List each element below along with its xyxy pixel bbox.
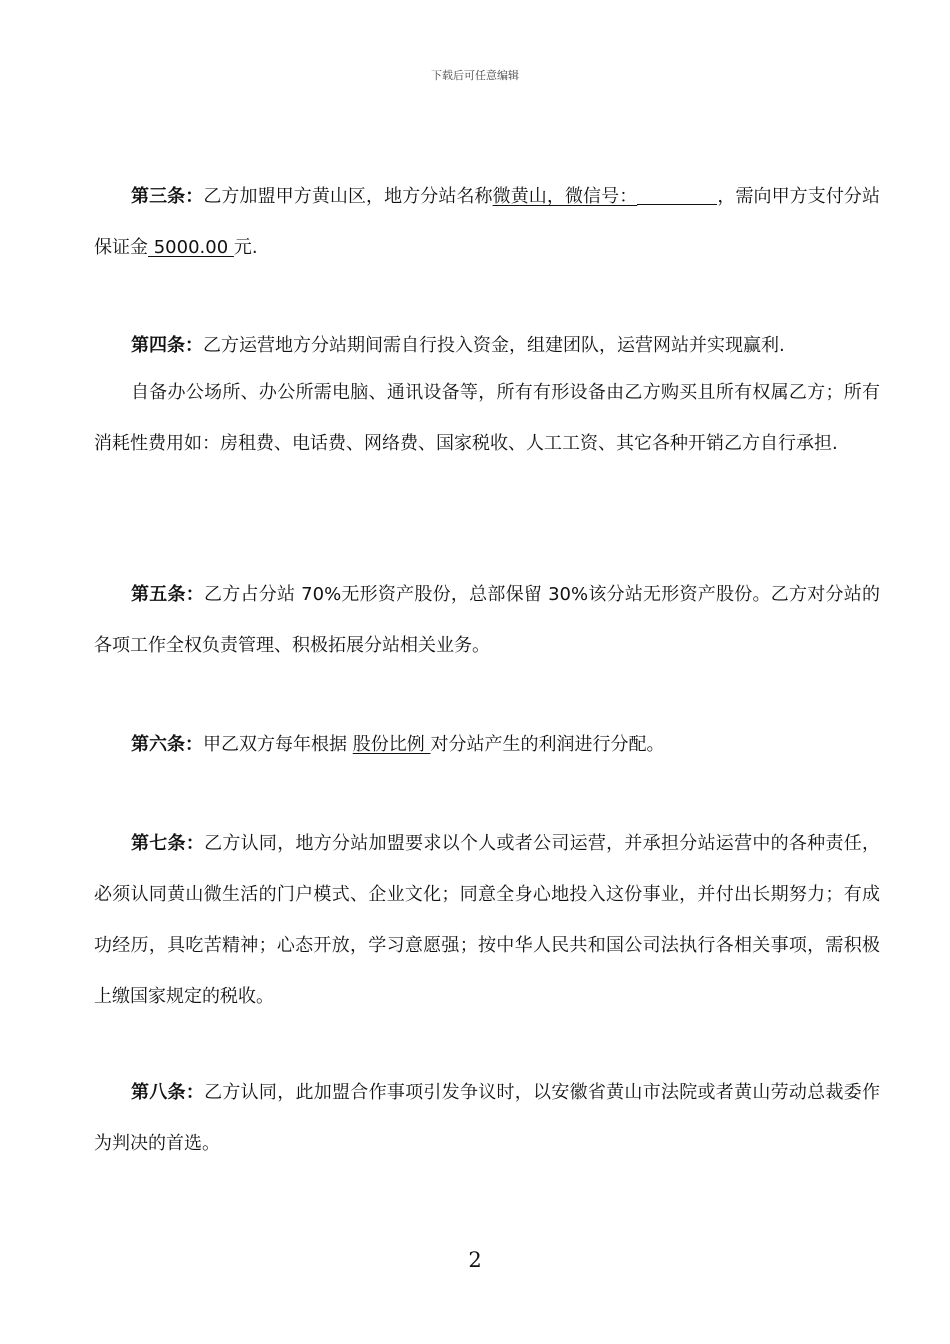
page-number: 2 [468,1248,482,1272]
article-7-text: 乙方认同，地方分站加盟要求以个人或者公司运营，并承担分站运营中的各种责任，必须认同黄山微生活的门户模式、企业文化；同意全身心地投入这份事业，并付出长期努力；有成功经历，具吃苦精神；心态开放，学习意愿强；按中华人民共和国公司法执行各相关事项，需积极上缴国家规定的税收。 [94,833,881,1007]
article-8-paragraph [94,1067,880,1169]
article-5-paragraph [94,569,880,671]
article-3-paragraph [94,171,880,273]
article-4-text-b: 自备办公场所、办公所需电脑、通讯设备等，所有有形设备由乙方购买且所有权属乙方；所有消耗性费用如：房租费、电话费、网络费、国家税收、人工工资、其它各种开销乙方自行承担. [94,382,880,454]
article-5-text: 乙方占分站 70%无形资产股份，总部保留 30%该分站无形资产股份。乙方对分站的各项工作全权负责管理、积极拓展分站相关业务。 [94,584,880,656]
article-4 [94,320,880,469]
article-3-text-c: 元. [233,237,258,258]
article-4-label: 第四条： [131,335,203,356]
article-8-label: 第八条： [131,1082,205,1103]
article-4-paragraph-1 [94,320,880,371]
article-6-text-a: 甲乙双方每年根据 [203,734,353,755]
article-6-label: 第六条： [131,734,203,755]
article-4-paragraph-2 [94,367,880,469]
article-7-paragraph [94,818,880,1022]
article-4-text-a: 乙方运营地方分站期间需自行投入资金，组建团队，运营网站并实现赢利. [203,335,785,356]
article-3-text-b: ，需向甲方支付分站保证金 [94,186,881,258]
article-3-label: 第三条： [131,186,204,207]
article-6-paragraph [94,719,880,770]
article-3-text-a: 乙方加盟甲方黄山区，地方分站名称 [203,186,493,207]
deposit-amount: 5000.00 [148,237,234,258]
article-3 [94,171,880,273]
article-6-text-b: 对分站产生的利润进行分配。 [430,734,665,755]
share-ratio: 股份比例 [352,734,431,755]
article-8 [94,1067,880,1169]
article-3-branch-name: 微黄山，微信号： [492,186,638,207]
article-7-label: 第七条： [131,833,205,854]
article-5 [94,569,880,671]
page-header: 下载后可任意编辑 [431,69,519,82]
article-7 [94,818,880,1022]
article-5-label: 第五条： [131,584,204,605]
article-6 [94,719,880,770]
article-8-text: 乙方认同，此加盟合作事项引发争议时，以安徽省黄山市法院或者黄山劳动总裁委作为判决的首选。 [94,1082,881,1154]
wechat-id-blank [637,186,717,205]
